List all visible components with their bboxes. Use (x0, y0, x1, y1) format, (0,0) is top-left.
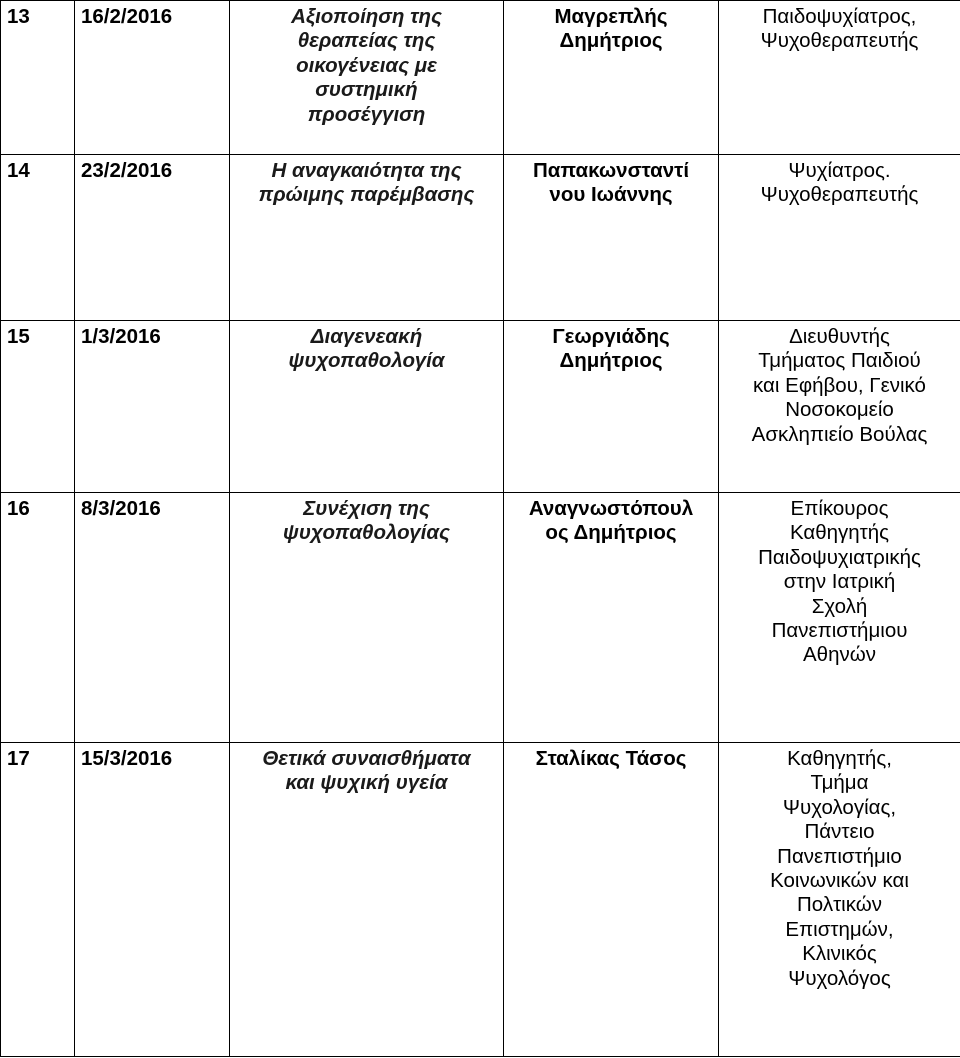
speaker-line: Δημήτριος (559, 349, 663, 373)
role-line: Ψυχοθεραπευτής (760, 29, 919, 53)
role-line: Νοσοκομείο (785, 398, 894, 422)
table-row (1, 321, 960, 493)
topic-line: προσέγγιση (307, 102, 426, 126)
role-line: και Εφήβου, Γενικό (753, 373, 926, 397)
topic-line: Συνέχιση της (303, 497, 430, 520)
speaker-line: Παπακωνσταντί (532, 159, 690, 182)
role-line: Ψυχοθεραπευτής (760, 183, 919, 207)
speaker-role (719, 493, 960, 743)
session-topic (230, 155, 504, 321)
session-date: 1/3/2016 (75, 321, 230, 493)
session-date: 23/2/2016 (75, 155, 230, 321)
session-topic (230, 493, 504, 743)
role-line: στην Ιατρική (783, 570, 896, 594)
topic-line: Θετικά συναισθήματα (262, 747, 471, 770)
table-row (1, 1, 960, 155)
session-number: 15 (1, 321, 75, 493)
session-topic (230, 743, 504, 1057)
role-line: Επίκουρος (790, 497, 889, 520)
role-line: Κλινικός (802, 942, 877, 966)
speaker-line: Γεωργιάδης (552, 325, 670, 348)
speaker-name (504, 1, 719, 155)
speaker-role (719, 1, 960, 155)
topic-line: συστημική (315, 78, 418, 102)
speaker-line: ος Δημήτριος (545, 521, 677, 545)
role-line: Παιδοψυχίατρος, (762, 5, 917, 28)
topic-line: Η αναγκαιότητα της (271, 159, 462, 182)
session-date: 15/3/2016 (75, 743, 230, 1057)
topic-line: και ψυχική υγεία (285, 771, 448, 795)
role-line: Κοινωνικών και (770, 869, 909, 893)
session-date: 16/2/2016 (75, 1, 230, 155)
speaker-name (504, 743, 719, 1057)
speaker-line: Δημήτριος (559, 29, 663, 53)
role-line: Τμήματος Παιδιού (758, 349, 921, 373)
role-line: Ασκληπιείο Βούλας (751, 422, 928, 446)
role-line: Πανεπιστήμιο (777, 844, 902, 868)
speaker-line: νου Ιωάννης (549, 183, 673, 207)
topic-line: θεραπείας της (297, 29, 436, 53)
role-line: Διευθυντής (789, 325, 890, 348)
session-topic (230, 1, 504, 155)
session-date: 8/3/2016 (75, 493, 230, 743)
table-row (1, 743, 960, 1057)
speaker-name (504, 493, 719, 743)
table-row (1, 155, 960, 321)
role-line: Πανεπιστήμιου (771, 619, 908, 643)
session-number: 17 (1, 743, 75, 1057)
table-row (1, 493, 960, 743)
role-line: Καθηγητής (789, 521, 890, 545)
role-line: Ψυχολόγος (788, 966, 891, 990)
role-line: Πάντειο (804, 820, 875, 844)
role-line: Επιστημών, (785, 917, 894, 941)
role-line: Τμήμα (810, 771, 869, 795)
speaker-line: Σταλίκας Τάσος (535, 747, 687, 770)
topic-line: οικογένειας με (296, 53, 437, 77)
role-line: Σχολή (811, 594, 868, 618)
session-number: 14 (1, 155, 75, 321)
speaker-role (719, 321, 960, 493)
role-line: Ψυχίατρος. (788, 159, 891, 182)
speaker-name (504, 321, 719, 493)
topic-line: ψυχοπαθολογία (288, 349, 445, 373)
speaker-line: Αναγνωστόπουλ (528, 497, 694, 520)
session-topic (230, 321, 504, 493)
session-number: 13 (1, 1, 75, 155)
speaker-role (719, 743, 960, 1057)
topic-line: πρώιμης παρέμβασης (258, 183, 475, 207)
role-line: Πολτικών (797, 893, 882, 917)
role-line: Καθηγητής, (787, 747, 892, 770)
role-line: Παιδοψυχιατρικής (758, 545, 921, 569)
session-number: 16 (1, 493, 75, 743)
role-line: Ψυχολογίας, (782, 795, 897, 819)
topic-line: ψυχοπαθολογίας (283, 521, 450, 545)
speaker-role (719, 155, 960, 321)
topic-line: Διαγενεακή (310, 325, 423, 348)
speaker-name (504, 155, 719, 321)
topic-line: Αξιοποίηση της (291, 5, 442, 28)
speaker-line: Μαγρεπλής (554, 5, 668, 28)
role-line: Αθηνών (803, 643, 876, 667)
